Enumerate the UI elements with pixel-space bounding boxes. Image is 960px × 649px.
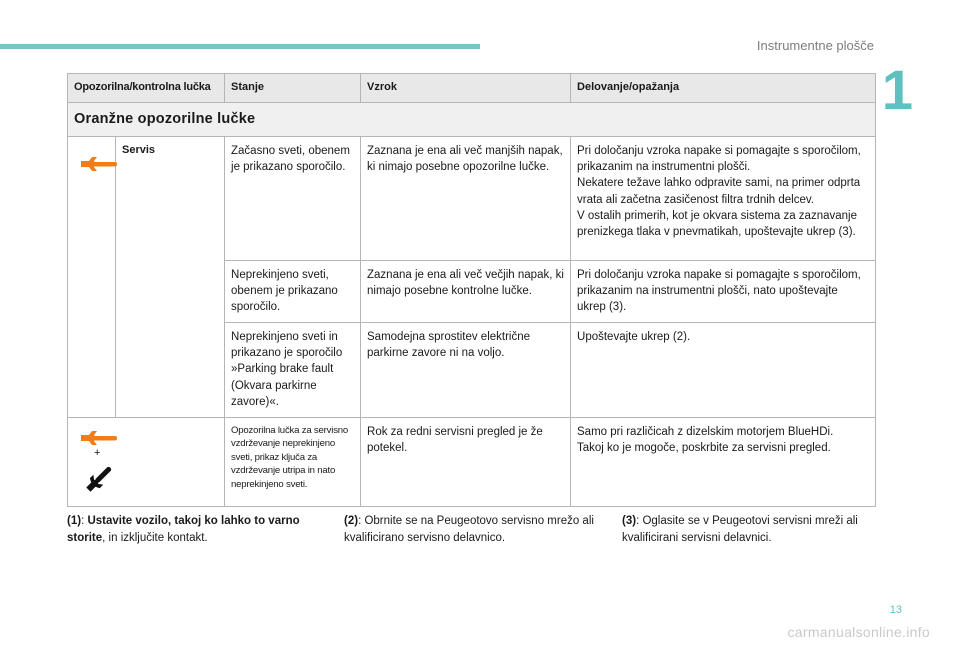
icon-cell [68,136,116,417]
table-row [68,136,876,260]
cause-cell: Zaznana je ena ali več večjih napak, ki nimajo posebne kontrolne lučke. [361,260,571,322]
state-cell: Neprekinjeno sveti, obenem je prikazano sporočilo. [225,260,361,322]
wrench-icon [84,464,114,494]
table-row [68,417,876,506]
cause-cell: Zaznana je ena ali več manjših napak, ki nimajo posebne opozorilne lučke. [361,136,571,260]
footnote-1: (1): Ustavite vozilo, takoj ko lahko to varno storite, in izključite kontakt. [67,515,300,544]
footnote-3: (3): Oglasite se v Peugeotovi servisni mreži ali kvalificirani servisni delavnici. [622,515,858,544]
column-header-action: Delovanje/opažanja [571,74,876,103]
action-cell: Pri določanju vzroka napake si pomagajte s sporočilom, prikazanim na instrumentni plošči, nato upoštevajte ukrep (3). [571,260,876,322]
icon-cell-combo [68,417,225,506]
group-title: Oranžne opozorilne lučke [68,103,876,137]
action-cell: Upoštevajte ukrep (2). [571,322,876,417]
cause-cell: Rok za redni servisni pregled je že potekel. [361,417,571,506]
watermark: carmanualsonline.info [787,624,930,640]
plus-icon: + [94,446,101,459]
state-cell: Začasno sveti, obenem je prikazano sporočilo. [225,136,361,260]
light-name: Servis [116,136,225,417]
cause-cell: Samodejna sprostitev električne parkirne zavore ni na voljo. [361,322,571,417]
column-header-cause: Vzrok [361,74,571,103]
action-cell: Samo pri različicah z dizelskim motorjem BlueHDi. Takoj ko je mogoče, poskrbite za servisni pregled. [571,417,876,506]
warning-lights-table [67,73,876,507]
header-accent-bar [0,44,480,49]
state-cell: Neprekinjeno sveti in prikazano je sporočilo »Parking brake fault (Okvara parkirne zavore)«. [225,322,361,417]
section-title: Instrumentne plošče [756,38,874,53]
chapter-number: 1 [881,58,913,121]
footnote-2: (2): Obrnite se na Peugeotovo servisno mrežo ali kvalificirano servisno delavnico. [344,515,594,544]
wrench-icon [79,155,119,177]
state-cell: Opozorilna lučka za servisno vzdrževanje neprekinjeno sveti, prikaz ključa za vzdrževanje utripa in nato neprekinjeno sveti. [225,417,361,506]
table-header-row [68,74,876,103]
column-header-state: Stanje [225,74,361,103]
action-cell: Pri določanju vzroka napake si pomagajte s sporočilom, prikazanim na instrumentni plošči. Nekatere težave lahko odpravite sami, na primer odprta vrata ali začetna zasičenost filtra trdnih delcev. V ostalih primerih, kot je okvara sistema za zaznavanje prenizkega tlaka v pnevmatikah, upoštevajte ukrep (3). [571,136,876,260]
column-header-light: Opozorilna/kontrolna lučka [68,74,225,103]
page-number: 13 [889,604,902,616]
